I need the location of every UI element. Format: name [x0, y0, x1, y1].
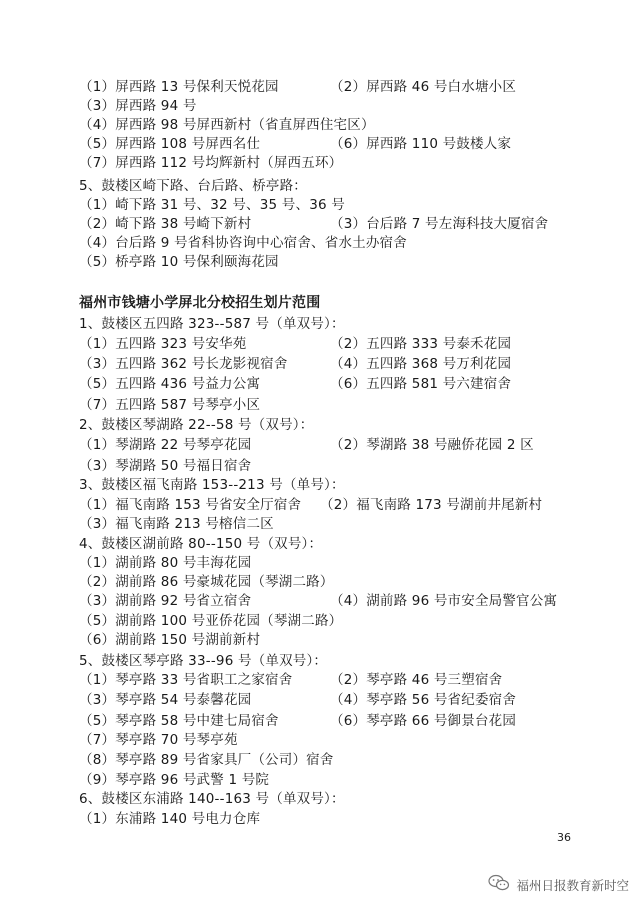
text-line-right: （2）琴亭路 46 号三塑宿舍: [330, 672, 503, 688]
text-line: 4、鼓楼区湖前路 80--150 号（双号）：: [79, 536, 323, 552]
text-line: （5）琴亭路 58 号中建七局宿舍: [79, 713, 279, 729]
text-line: （5）湖前路 100 号亚侨花园（琴湖二路）: [79, 613, 343, 629]
text-line: （1）屏西路 13 号保利天悦花园: [79, 79, 279, 95]
text-line: （1）东浦路 140 号电力仓库: [79, 811, 261, 827]
text-line: （1）湖前路 80 号丰海花园: [79, 555, 252, 571]
text-line: 5、鼓楼区琴亭路 33--96 号（单双号）：: [79, 653, 328, 669]
text-line: （3）琴湖路 50 号福日宿舍: [79, 458, 252, 474]
text-line-right: （6）琴亭路 66 号御景台花园: [330, 713, 517, 729]
text-line-right: （2）福飞南路 173 号湖前井尾新村: [320, 497, 543, 513]
section-title: 福州市钱塘小学屏北分校招生划片范围: [79, 295, 321, 311]
text-line-right: （6）屏西路 110 号鼓楼人家: [330, 136, 512, 152]
text-line: （4）台后路 9 号省科协咨询中心宿舍、省水土办宿舍: [79, 235, 407, 251]
text-line-right: （4）湖前路 96 号市安全局警官公寓: [330, 593, 558, 609]
text-line: 3、鼓楼区福飞南路 153--213 号（单号）：: [79, 477, 345, 493]
text-line: （6）湖前路 150 号湖前新村: [79, 632, 261, 648]
watermark: [488, 874, 629, 895]
text-line: （1）琴亭路 33 号省职工之家宿舍: [79, 672, 293, 688]
text-line-right: （6）五四路 581 号六建宿舍: [330, 376, 512, 392]
text-line: （7）五四路 587 号琴亭小区: [79, 397, 261, 413]
text-line: （4）屏西路 98 号屏西新村（省直屏西住宅区）: [79, 117, 375, 133]
text-line: （1）崎下路 31 号、32 号、35 号、36 号: [79, 197, 345, 213]
text-line: （7）琴亭路 70 号琴亭苑: [79, 732, 238, 748]
text-line-right: （2）屏西路 46 号白水塘小区: [330, 79, 517, 95]
text-line-right: （4）五四路 368 号万利花园: [330, 356, 512, 372]
text-line: （2）崎下路 38 号崎下新村: [79, 216, 252, 232]
watermark-text: 福州日报教育新时空: [516, 877, 629, 893]
text-line: （2）湖前路 86 号豪城花园（琴湖二路）: [79, 574, 334, 590]
text-line: （3）琴亭路 54 号泰馨花园: [79, 692, 252, 708]
text-line-right: （3）台后路 7 号左海科技大厦宿舍: [330, 216, 549, 232]
text-line: （5）桥亭路 10 号保利颐海花园: [79, 254, 279, 270]
text-line: 5、鼓楼区崎下路、台后路、桥亭路：: [79, 178, 307, 194]
text-line: 6、鼓楼区东浦路 140--163 号（单双号）：: [79, 791, 345, 807]
text-line: （5）五四路 436 号益力公寓: [79, 376, 261, 392]
text-line: （9）琴亭路 96 号武警 1 号院: [79, 772, 270, 788]
text-line: （1）福飞南路 153 号省安全厅宿舍: [79, 497, 302, 513]
text-line: 2、鼓楼区琴湖路 22--58 号（双号）：: [79, 417, 314, 433]
text-line-right: （4）琴亭路 56 号省纪委宿舍: [330, 692, 517, 708]
text-line: （1）五四路 323 号安华苑: [79, 336, 247, 352]
text-line: （3）屏西路 94 号: [79, 98, 197, 114]
text-line: （3）湖前路 92 号省立宿舍: [79, 593, 252, 609]
text-line: 1、鼓楼区五四路 323--587 号（单双号）：: [79, 316, 345, 332]
text-line: （5）屏西路 108 号屏西名仕: [79, 136, 261, 152]
page-number: 36: [557, 831, 571, 844]
text-line-right: （2）琴湖路 38 号融侨花园 2 区: [330, 437, 534, 453]
text-line: （3）福飞南路 213 号榕信二区: [79, 516, 274, 532]
text-line: （8）琴亭路 89 号省家具厂（公司）宿舍: [79, 752, 334, 768]
text-line: （3）五四路 362 号长龙影视宿舍: [79, 356, 288, 372]
wechat-icon: [488, 874, 510, 895]
text-line-right: （2）五四路 333 号泰禾花园: [330, 336, 512, 352]
text-line: （7）屏西路 112 号均辉新村（屏西五环）: [79, 155, 343, 171]
text-line: （1）琴湖路 22 号琴亭花园: [79, 437, 252, 453]
